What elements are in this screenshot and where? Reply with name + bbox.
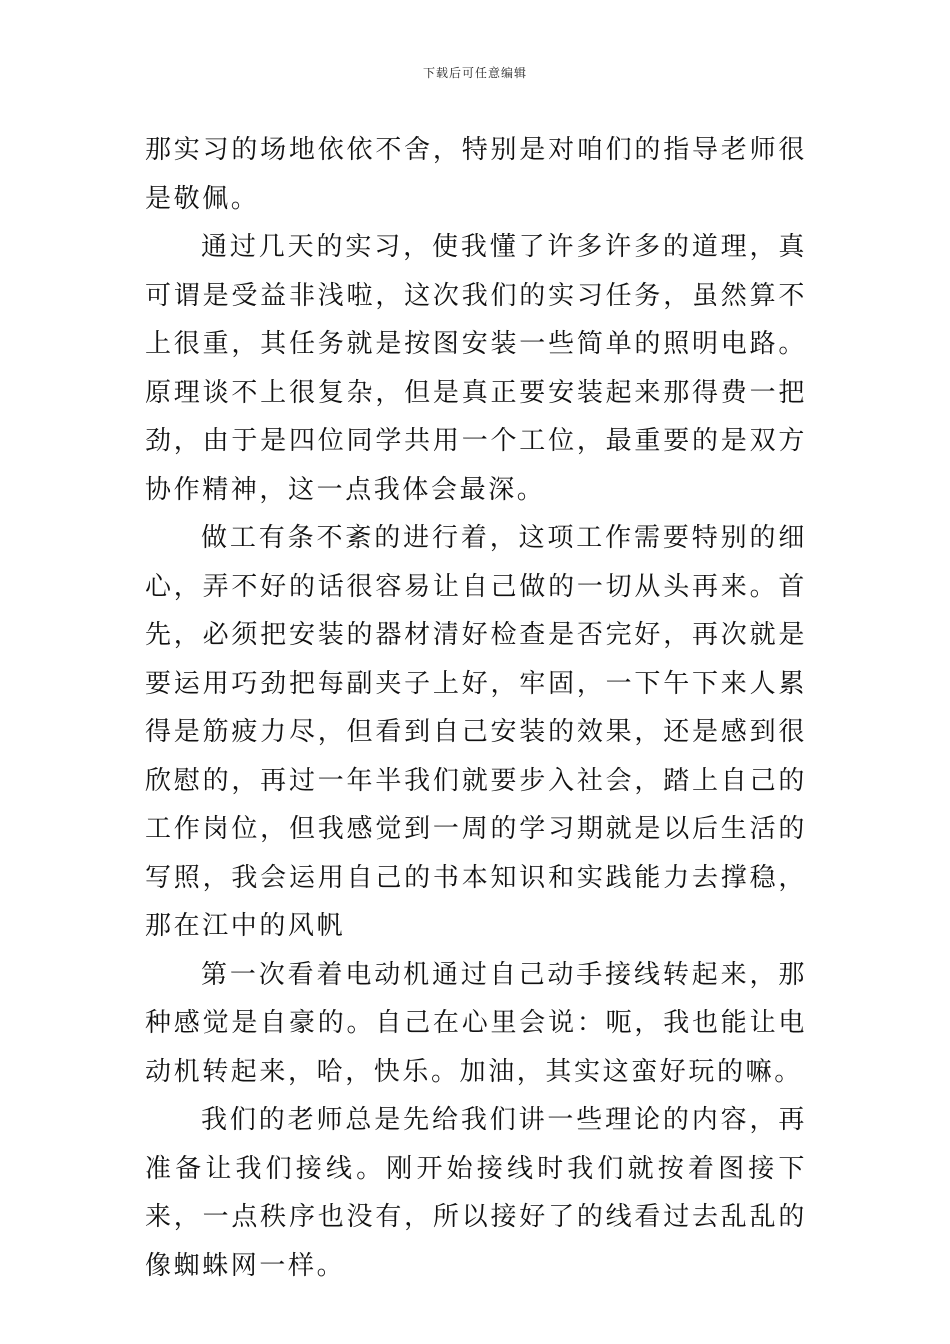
paragraph-teacher-wiring: 我们的老师总是先给我们讲一些理论的内容，再准备让我们接线。刚开始接线时我们就按着图接下来，一点秩序也没有，所以接好了的线看过去乱乱的像蜘蛛网一样。 <box>145 1105 807 1281</box>
paragraph-work-process: 做工有条不紊的进行着，这项工作需要特别的细心，弄不好的话很容易让自己做的一切从头再来。首先，必须把安装的器材清好检查是否完好，再次就是要运用巧劲把每副夹子上好，牢固，一下午下来人累得是筋疲力尽，但看到自己安装的效果，还是感到很欣慰的，再过一年半我们就要步入社会，踏上自己的工作岗位，但我感觉到一周的学习期就是以后生活的写照，我会运用自己的书本知识和实践能力去撑稳，那在江中的风帆 <box>145 523 807 941</box>
paragraph-continuation: 那实习的场地依依不舍，特别是对咱们的指导老师很是敬佩。 <box>145 135 807 214</box>
paragraph-motor-pride: 第一次看着电动机通过自己动手接线转起来，那种感觉是自豪的。自己在心里会说：呃，我也能让电动机转起来，哈，快乐。加油，其实这蛮好玩的嘛。 <box>145 959 807 1087</box>
document-body <box>145 126 807 1290</box>
paragraph-internship-lessons: 通过几天的实习，使我懂了许多许多的道理，真可谓是受益非浅啦，这次我们的实习任务，虽然算不上很重，其任务就是按图安装一些简单的照明电路。原理谈不上很复杂，但是真正要安装起来那得费一把劲，由于是四位同学共用一个工位，最重要的是双方协作精神，这一点我体会最深。 <box>145 232 807 505</box>
page-header: 下载后可任意编辑 <box>422 66 527 80</box>
